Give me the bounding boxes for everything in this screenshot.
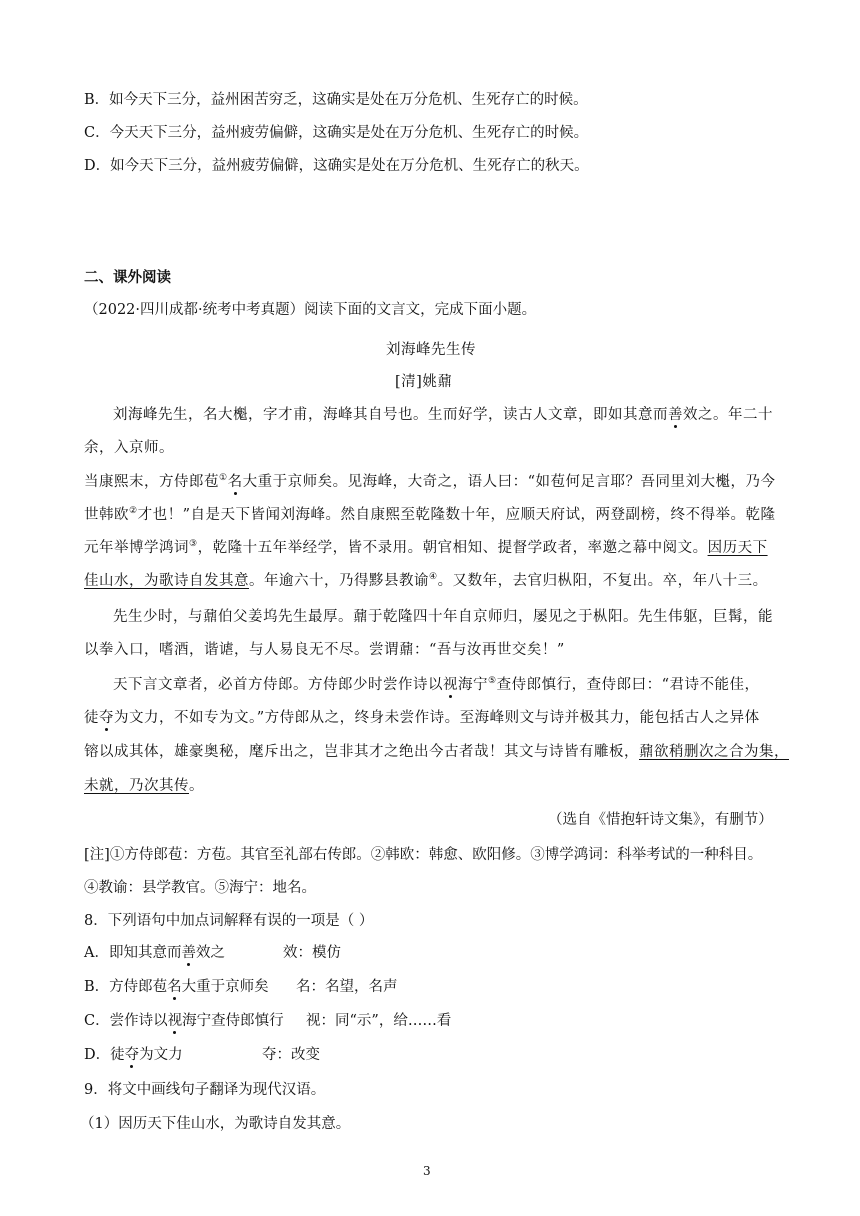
- q9-sub-1: （1）因历天下佳山水，为歌诗自发其意。: [80, 1116, 351, 1132]
- passage-line: 徒夺为文力，不如专为文。”方侍郎从之，终身未尝作诗。至海峰则文与诗并极其力，能包括古人之异体: [84, 710, 760, 726]
- passage-line: 余，入京师。: [84, 440, 174, 456]
- underlined-sentence: 佳山水，为歌诗自发其意: [84, 573, 249, 589]
- passage-line: 世韩欧②才也！”自是天下皆闻刘海峰。然自康熙至乾隆数十年，应顺天府试，两登副榜，终不得举。乾隆: [84, 506, 776, 523]
- underlined-sentence: 因历天下: [707, 540, 768, 556]
- underlined-sentence: 未就，乃次其传: [84, 778, 189, 794]
- option-d: D．如今天下三分，益州疲劳偏僻，这确实是处在万分危机、生死存亡的秋天。: [84, 158, 589, 174]
- passage-line: 天下言文章者，必首方侍郎。方侍郎少时尝作诗以视海宁⑤查侍郎慎行，查侍郎曰：“君诗不能佳，: [113, 676, 760, 693]
- q8-option-c: C．尝作诗以视海宁查侍郎慎行: [84, 1013, 284, 1029]
- passage-line: 先生少时，与鼐伯父姜坞先生最厚。鼐于乾隆四十年自京师归，屡见之于枞阳。先生伟躯，巨髯，能: [113, 609, 773, 625]
- question-intro: （2022·四川成都·统考中考真题）阅读下面的文言文，完成下面小题。: [84, 302, 537, 318]
- q8-option-c-explanation: 视：同“示”，给……看: [306, 1013, 452, 1029]
- dotted-word: 视: [443, 677, 458, 693]
- passage-line: 以拳入口，嗜酒，谐谑，与人易良无不尽。尝谓鼐：“吾与汝再世交矣！”: [84, 642, 565, 658]
- passage-line: 当康熙末，方侍郎苞①名大重于京师矣。见海峰，大奇之，语人曰：“如苞何足言耶？吾同里刘大櫆，乃今: [84, 473, 776, 490]
- passage-line: 元年举博学鸿词③，乾隆十五年举经学，皆不录用。朝官相知、提督学政者，率邀之幕中阅文。因历天下: [84, 539, 768, 556]
- q8-option-a-explanation: 效：模仿: [283, 945, 341, 961]
- section-title: 二、课外阅读: [84, 269, 171, 286]
- passage-line: 佳山水，为歌诗自发其意。年逾六十，乃得黟县教谕④。又数年，去官归枞阳，不复出。卒，年八十三。: [84, 572, 768, 589]
- q8-option-d-explanation: 夺：改变: [262, 1047, 320, 1063]
- q8-option-d: D．徒夺为文力: [84, 1047, 183, 1063]
- notes-line-2: ④教谕：县学教官。⑤海宁：地名。: [84, 880, 316, 896]
- q8-option-a: A．即知其意而善效之: [84, 945, 225, 961]
- notes-line-1: [注]①方侍郎苞：方苞。其官至礼部右传郎。②韩欧：韩愈、欧阳修。③博学鸿词：科举考试的一种科目。: [84, 847, 763, 863]
- q8-option-b-explanation: 名：名望，名声: [296, 979, 398, 995]
- option-b: B．如今天下三分，益州困苦穷乏，这确实是处在万分危机、生死存亡的时候。: [84, 92, 588, 108]
- passage-line: 未就，乃次其传。: [84, 778, 204, 794]
- q8-stem: 8．下列语句中加点词解释有误的一项是（ ）: [84, 913, 374, 929]
- q9-stem: 9．将文中画线句子翻译为现代汉语。: [84, 1082, 326, 1098]
- q8-option-b: B．方侍郎苞名大重于京师矣: [84, 979, 269, 995]
- passage-title: 刘海峰先生传: [386, 342, 476, 358]
- dotted-word: 善: [668, 407, 683, 423]
- underlined-sentence: 鼐欲稍删次之合为集，: [639, 744, 789, 760]
- dotted-word: 名: [227, 474, 243, 490]
- dotted-word: 夺: [99, 710, 114, 726]
- page-number: 3: [423, 1164, 431, 1178]
- passage-source: （选自《惜抱轩诗文集》，有删节）: [548, 812, 773, 828]
- passage-line: 刘海峰先生，名大櫆，字才甫，海峰其自号也。生而好学，读古人文章，即如其意而善效之。年二十: [113, 407, 773, 423]
- passage-line: 镕以成其体，雄豪奥秘，麾斥出之，岂非其才之绝出今古者哉！其文与诗皆有雕板，鼐欲稍删次之合为集，: [84, 744, 789, 760]
- option-c: C．今天天下三分，益州疲劳偏僻，这确实是处在万分危机、生死存亡的时候。: [84, 125, 589, 141]
- passage-author: [清]姚鼐: [395, 374, 453, 390]
